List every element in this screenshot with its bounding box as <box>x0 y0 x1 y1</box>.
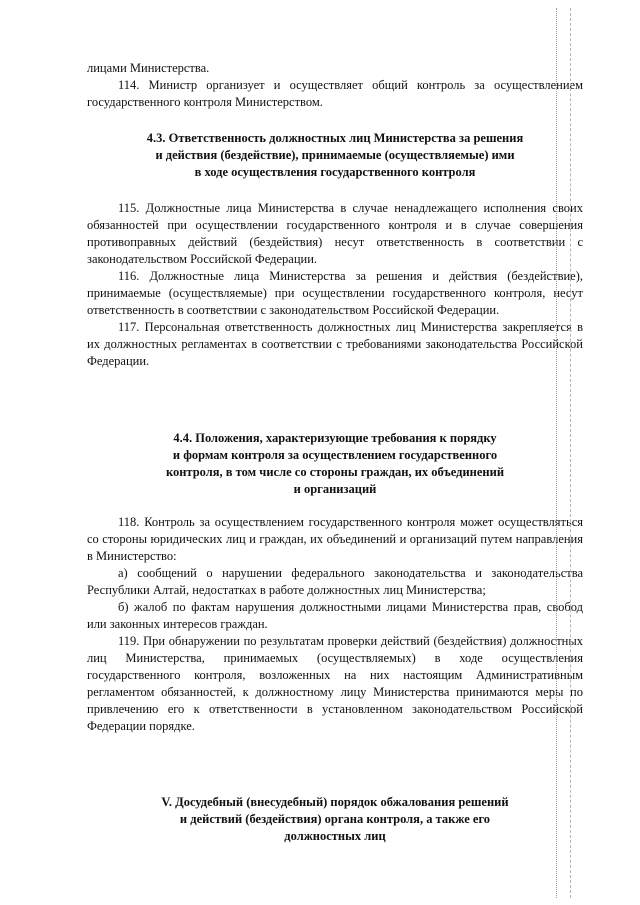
section-heading-5-line3: должностных лиц <box>284 829 386 843</box>
paragraph-118-a: а) сообщений о нарушении федерального законодательства и законодательства Республики Алтай, недостатках в работе должностных лиц Министерства; <box>87 566 583 597</box>
section-heading-5-line2: и действий (бездействия) органа контроля, а также его <box>179 812 491 826</box>
section-heading-4-3 <box>87 130 583 181</box>
paragraph-119: 119. При обнаружении по результатам проверки действий (бездействия) должностных лиц Министерства, принимаемых (осуществляемых) в ходе осуществления государственного контроля, возложенных на них настоящим Административным регламентом обязанностей, к должностному лицу Министерства принимаются меры по привлечению его к ответственности в установленном законодательством Российской Федерации порядке. <box>87 634 583 733</box>
paragraph-group-4-3 <box>87 200 583 370</box>
paragraph-group-top <box>87 60 583 111</box>
paragraph-118-b: б) жалоб по фактам нарушения должностными лицами Министерства прав, свобод или законных интересов граждан. <box>87 600 583 631</box>
section-heading-5 <box>87 794 583 845</box>
scan-edge-line-right <box>570 8 571 898</box>
section-heading-5-line1: V. Досудебный (внесудебный) порядок обжалования решений <box>161 795 509 809</box>
paragraph-continuation: лицами Министерства. <box>87 61 210 75</box>
paragraph-114: 114. Министр организует и осуществляет общий контроль за осуществлением государственного контроля Министерством. <box>87 78 583 109</box>
section-heading-4-3-line2: и действия (бездействие), принимаемые (осуществляемые) ими <box>155 148 515 162</box>
paragraph-115: 115. Должностные лица Министерства в случае ненадлежащего исполнения своих обязанностей при осуществлении государственного контроля и в случае совершения противоправных действий (бездействия) несут ответственность в соответствии с законодательством Российской Федерации. <box>87 201 583 266</box>
paragraph-group-4-4 <box>87 514 583 735</box>
paragraph-117: 117. Персональная ответственность должностных лиц Министерства закрепляется в их должностных регламентах в соответствии с требованиями законодательства Российской Федерации. <box>87 320 583 368</box>
section-heading-4-4 <box>87 430 583 498</box>
section-heading-4-4-line2: и формам контроля за осуществлением государственного <box>172 448 498 462</box>
paragraph-116: 116. Должностные лица Министерства за решения и действия (бездействие), принимаемые (осуществляемые) при осуществлении государственного контроля, несут ответственность в соответствии с законодательством Российской Федерации. <box>87 269 583 317</box>
section-heading-4-4-line1: 4.4. Положения, характеризующие требования к порядку <box>173 431 497 445</box>
section-heading-4-4-line4: и организаций <box>293 482 377 496</box>
section-heading-4-4-line3: контроля, в том числе со стороны граждан, их объединений <box>165 465 505 479</box>
paragraph-118: 118. Контроль за осуществлением государственного контроля может осуществляться со стороны юридических лиц и граждан, их объединений и организаций путем направления в Министерство: <box>87 515 583 563</box>
scan-edge-line-left <box>556 8 557 898</box>
section-heading-4-3-line3: в ходе осуществления государственного контроля <box>194 165 476 179</box>
section-heading-4-3-line1: 4.3. Ответственность должностных лиц Министерства за решения <box>146 131 524 145</box>
